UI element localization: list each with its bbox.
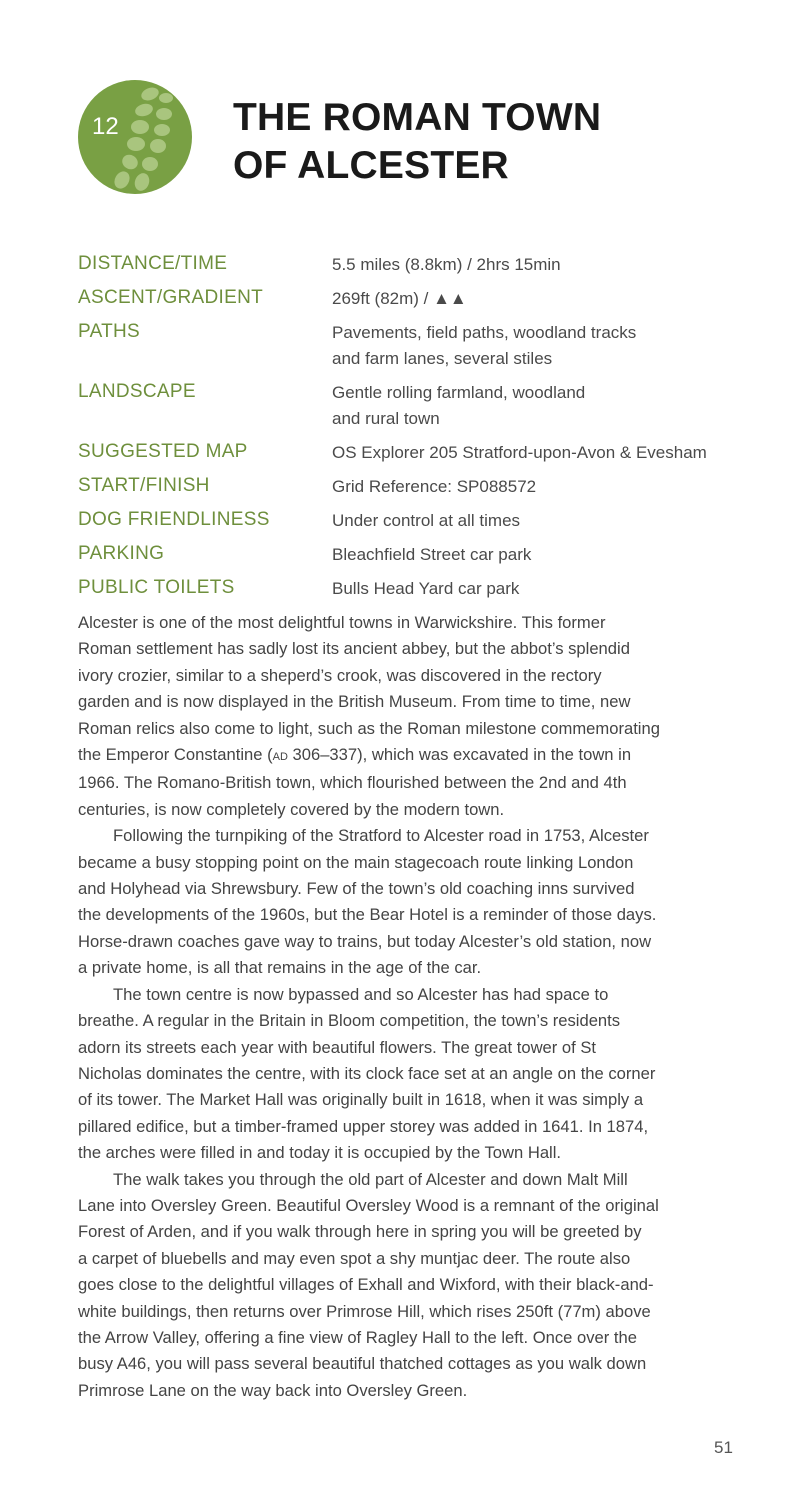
- fact-row: [78, 440, 758, 466]
- fact-value-line: Grid Reference: SP088572: [332, 477, 537, 496]
- text-line: [78, 663, 748, 689]
- text-line: [78, 1061, 748, 1087]
- text-line: [78, 1299, 748, 1325]
- text-span: Roman relics also come to light, such as the Roman milestone commemorating: [78, 718, 660, 738]
- text-span: became a busy stopping point on the main stagecoach route linking London: [78, 852, 634, 872]
- fact-label: PARKING: [78, 543, 165, 564]
- text-span: adorn its streets each year with beautiful flowers. The great tower of St: [78, 1037, 597, 1057]
- fact-row: [78, 542, 758, 568]
- text-span: white buildings, then returns over Primrose Hill, which rises 250ft (77m) above: [78, 1301, 651, 1321]
- fact-value-line: and rural town: [332, 409, 440, 428]
- text-span: Forest of Arden, and if you walk through here in spring you will be greeted by: [78, 1222, 642, 1242]
- text-line: [78, 742, 748, 770]
- text-span: the Emperor Constantine (: [78, 745, 273, 765]
- text-span: goes close to the delightful villages of Exhall and Wixford, with their black-and-: [78, 1275, 654, 1295]
- text-span: 1966. The Romano-British town, which flourished between the 2nd and 4th: [78, 773, 627, 793]
- fact-row: [78, 508, 758, 534]
- fact-value-line: 5.5 miles (8.8km) / 2hrs 15min: [332, 255, 561, 274]
- fact-value-line: Pavements, field paths, woodland tracks: [332, 323, 637, 342]
- text-span: garden and is now displayed in the British Museum. From time to time, new: [78, 692, 631, 712]
- text-span: busy A46, you will pass several beautiful thatched cottages as you walk down: [78, 1354, 647, 1374]
- text-line: [78, 1351, 748, 1377]
- text-line: [78, 850, 748, 876]
- fact-value: [332, 474, 536, 500]
- fact-value-line: Under control at all times: [332, 511, 521, 530]
- walk-number-badge: [78, 80, 192, 194]
- text-span: ivory crozier, similar to a sheperd’s crook, was discovered in the rectory: [78, 665, 602, 685]
- fact-row: [78, 320, 758, 372]
- text-line: [78, 1087, 748, 1113]
- fact-row: [78, 474, 758, 500]
- text-line: [78, 876, 748, 902]
- text-line: [78, 955, 748, 981]
- fact-label: SUGGESTED MAP: [78, 441, 248, 462]
- text-span: Alcester is one of the most delightful towns in Warwickshire. This former: [78, 613, 606, 632]
- text-line: [78, 1008, 748, 1034]
- fact-value: [332, 252, 561, 278]
- fact-value-line: OS Explorer 205 Stratford-upon-Avon & Evesham: [332, 443, 707, 462]
- text-span: breathe. A regular in the Britain in Bloom competition, the town’s residents: [78, 1011, 621, 1031]
- text-span: Primrose Lane on the way back into Oversley Green.: [78, 1380, 468, 1400]
- text-line: [78, 716, 748, 742]
- paragraph: [78, 982, 748, 1167]
- text-span: the arches were filled in and today it is occupied by the Town Hall.: [78, 1143, 562, 1163]
- page-number: 51: [714, 1438, 733, 1457]
- fact-row: [78, 576, 758, 602]
- text-span: the developments of the 1960s, but the Bear Hotel is a reminder of those days.: [78, 905, 657, 925]
- text-line: [78, 902, 748, 928]
- walk-facts: [78, 252, 758, 610]
- text-line: [78, 1378, 748, 1404]
- text-span: of its tower. The Market Hall was originally built in 1618, when it was simply a: [78, 1090, 644, 1110]
- text-span: The walk takes you through the old part of Alcester and down Malt Mill: [113, 1169, 628, 1189]
- fact-value: [332, 542, 531, 568]
- text-line: [78, 689, 748, 715]
- fact-value: [332, 508, 520, 534]
- text-line: [78, 770, 748, 796]
- text-span: Nicholas dominates the centre, with its clock face set at an angle on the corner: [78, 1063, 656, 1083]
- text-span: 306–337), which was excavated in the town in: [287, 745, 632, 765]
- text-span: a carpet of bluebells and may even spot a shy muntjac deer. The route also: [78, 1248, 631, 1268]
- walk-number: 12: [92, 113, 119, 140]
- era-abbrev: AD: [272, 751, 288, 764]
- text-line: [78, 1114, 748, 1140]
- text-line: [78, 1035, 748, 1061]
- text-line: [78, 1219, 748, 1245]
- paragraph: [78, 610, 748, 823]
- text-line: [78, 1140, 748, 1166]
- paragraph: [78, 823, 748, 981]
- fact-row: [78, 252, 758, 278]
- text-span: a private home, is all that remains in the age of the car.: [78, 958, 482, 978]
- text-line: [78, 982, 748, 1008]
- fact-label: DISTANCE/TIME: [78, 253, 228, 274]
- text-line: [78, 1167, 748, 1193]
- paragraph: [78, 1167, 748, 1405]
- fact-row: [78, 380, 758, 432]
- fact-value: [332, 286, 467, 312]
- fact-value: [332, 576, 519, 602]
- text-span: Lane into Oversley Green. Beautiful Oversley Wood is a remnant of the original: [78, 1195, 659, 1215]
- text-line: [78, 1193, 748, 1219]
- walk-description: [78, 610, 748, 1404]
- text-line: [78, 1246, 748, 1272]
- fact-label: LANDSCAPE: [78, 381, 196, 402]
- text-span: The town centre is now bypassed and so Alcester has had space to: [113, 984, 609, 1004]
- text-span: and Holyhead via Shrewsbury. Few of the town’s old coaching inns survived: [78, 879, 635, 899]
- fact-value-line: 269ft (82m) / ▲▲: [332, 289, 467, 308]
- fact-label: PUBLIC TOILETS: [78, 577, 235, 598]
- fact-value-line: Bulls Head Yard car park: [332, 579, 520, 598]
- text-line: [78, 1325, 748, 1351]
- fact-value-line: and farm lanes, several stiles: [332, 349, 553, 368]
- text-line: [78, 636, 748, 662]
- text-line: [78, 610, 748, 636]
- text-span: Roman settlement has sadly lost its ancient abbey, but the abbot’s splendid: [78, 639, 630, 659]
- text-span: pillared edifice, but a timber-framed upper storey was added in 1641. In 1874,: [78, 1116, 649, 1136]
- text-line: [78, 797, 748, 823]
- page-title: [233, 94, 601, 190]
- fact-value: [332, 380, 585, 432]
- text-span: centuries, is now completely covered by the modern town.: [78, 799, 505, 819]
- fact-value-line: Gentle rolling farmland, woodland: [332, 383, 586, 402]
- title-line: OF ALCESTER: [233, 144, 509, 187]
- fact-value-line: Bleachfield Street car park: [332, 545, 532, 564]
- text-line: [78, 929, 748, 955]
- fact-label: PATHS: [78, 321, 141, 342]
- fact-row: [78, 286, 758, 312]
- title-line: THE ROMAN TOWN: [233, 96, 602, 139]
- text-span: Following the turnpiking of the Stratford to Alcester road in 1753, Alcester: [113, 826, 649, 846]
- text-line: [78, 1272, 748, 1298]
- fact-label: DOG FRIENDLINESS: [78, 509, 270, 530]
- fact-value: [332, 440, 707, 466]
- fact-label: START/FINISH: [78, 475, 210, 496]
- fact-label: ASCENT/GRADIENT: [78, 287, 264, 308]
- fact-value: [332, 320, 636, 372]
- text-span: the Arrow Valley, offering a fine view of Ragley Hall to the left. Once over the: [78, 1327, 637, 1347]
- text-line: [78, 823, 748, 849]
- text-span: Horse-drawn coaches gave way to trains, but today Alcester’s old station, now: [78, 931, 652, 951]
